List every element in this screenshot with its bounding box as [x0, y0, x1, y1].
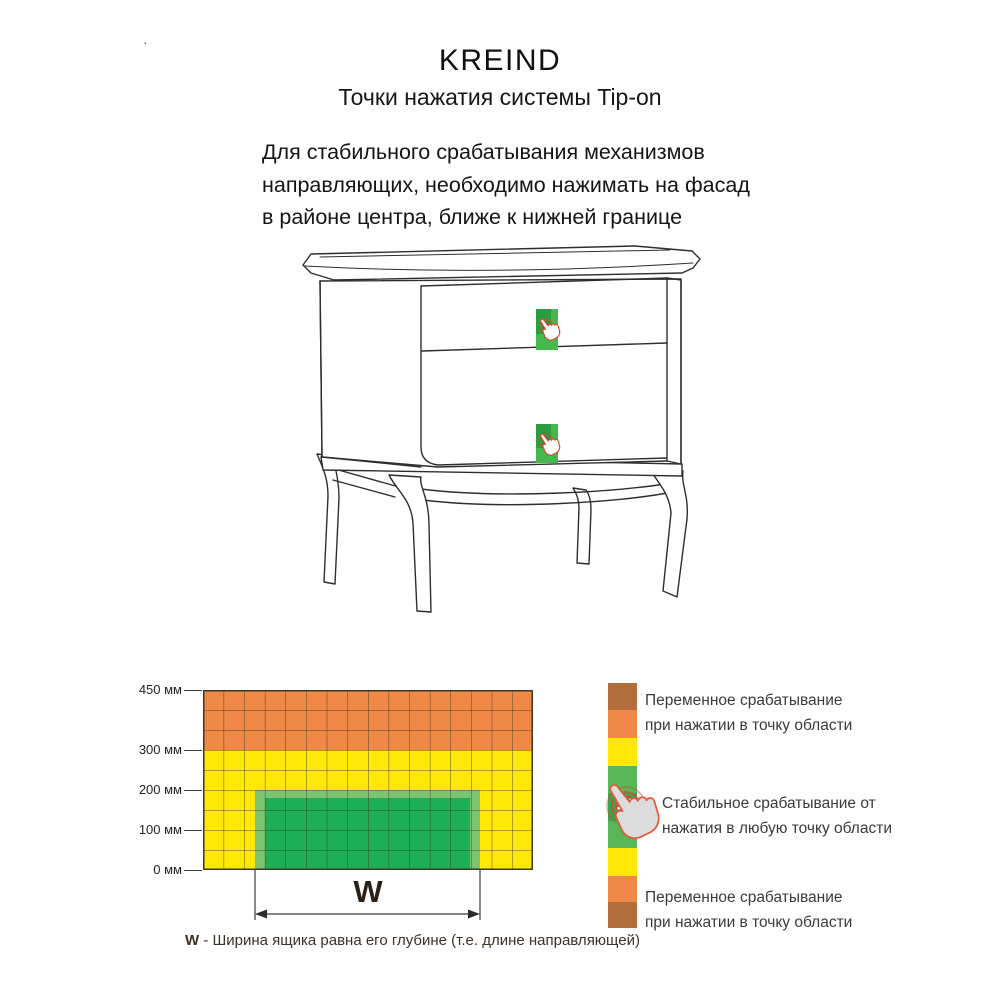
stray-dot: · — [143, 34, 148, 50]
nightstand-rear-left-leg — [317, 454, 339, 584]
nightstand-side-rail — [333, 469, 399, 497]
nightstand-top — [303, 246, 700, 280]
grid-lines — [203, 690, 533, 870]
legend-item-line: нажатия в любую точку области — [662, 820, 892, 837]
legend-item-line: Стабильное срабатывание от — [662, 795, 876, 812]
legend-item-stable — [662, 791, 892, 841]
nightstand-rear-right-leg — [573, 488, 591, 564]
nightstand-drawing — [290, 240, 710, 632]
arrowhead-left — [255, 910, 267, 919]
legend-item-line: при нажатии в точку области — [645, 717, 853, 734]
chart-caption — [185, 932, 640, 949]
legend-seg-orange-top — [608, 710, 637, 738]
arrowhead-right — [468, 910, 480, 919]
legend-item-line: Переменное срабатывание — [645, 889, 843, 906]
caption-text: - Ширина ящика равна его глубине (т.е. длине направляющей) — [199, 932, 640, 949]
legend-seg-orange-bottom — [608, 876, 637, 902]
legend-item-variable-bottom — [645, 885, 852, 935]
y-tick-100: 100 мм — [138, 822, 182, 837]
legend-seg-brown-top — [608, 683, 637, 710]
intro-line: направляющих, необходимо нажимать на фасад — [262, 172, 750, 197]
intro-line: Для стабильного срабатывания механизмов — [262, 140, 705, 164]
y-tick-450: 450 мм — [138, 682, 182, 697]
nightstand-front-right-leg — [649, 467, 687, 597]
nightstand-body — [320, 279, 681, 467]
nightstand-front-rail-lower — [423, 493, 667, 505]
page-title: KREIND — [438, 44, 562, 77]
y-tick-mark — [184, 790, 202, 791]
caption-term: W — [185, 932, 200, 949]
legend-item-line: Переменное срабатывание — [645, 692, 843, 709]
y-tick-0: 0 мм — [153, 862, 182, 877]
y-tick-mark — [184, 870, 202, 871]
intro-line: в районе центра, ближе к нижней границе — [262, 205, 683, 229]
y-tick-300: 300 мм — [138, 742, 182, 757]
y-tick-mark — [184, 750, 202, 751]
zone-grid-chart — [203, 690, 533, 870]
y-tick-mark — [184, 830, 202, 831]
intro-paragraph — [262, 136, 782, 234]
legend-seg-yellow-top — [608, 738, 637, 766]
legend-item-line: при нажатии в точку области — [645, 914, 853, 931]
page-subtitle: Точки нажатия системы Tip-on — [338, 84, 662, 110]
width-label: W — [353, 874, 383, 909]
press-hand-icon-large — [598, 771, 668, 845]
y-tick-200: 200 мм — [138, 782, 182, 797]
legend-seg-brown-bottom — [608, 902, 637, 928]
nightstand-front-left-leg — [389, 475, 431, 612]
nightstand-front-rail — [421, 483, 671, 494]
y-tick-mark — [184, 690, 202, 691]
legend-item-variable-top — [645, 688, 852, 738]
